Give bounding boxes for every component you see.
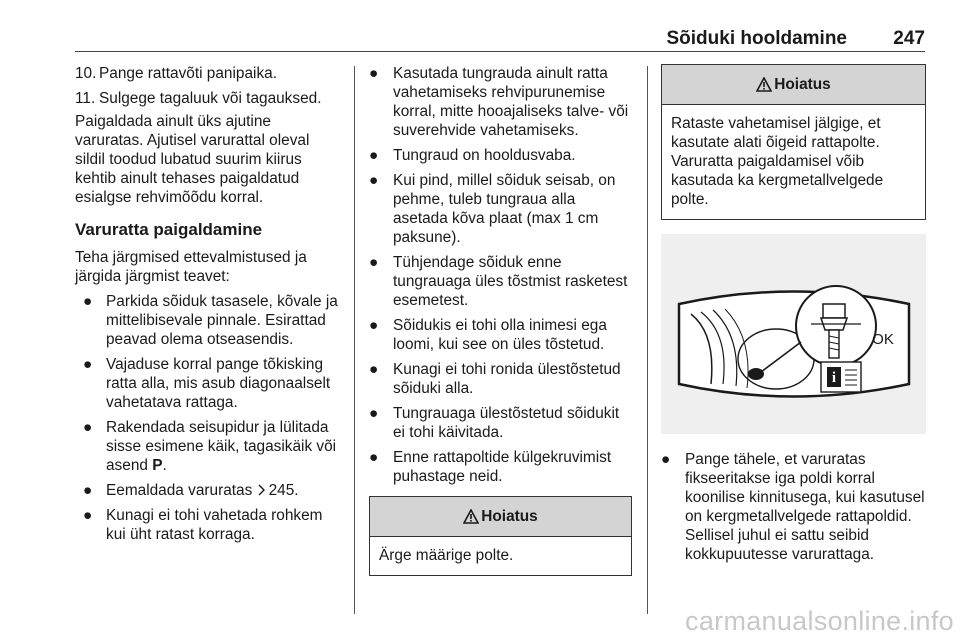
intro-text: Teha järgmised ettevalmistused ja järgida järgmist teavet: xyxy=(75,249,307,285)
list-item: ● Vajaduse korral pange tõkisking ratta alla, mis asub diagonaalselt vahetatava rattaga. xyxy=(83,356,331,411)
section-title: Sõiduki hooldamine xyxy=(666,28,847,49)
warning-text: Rataste vahetamisel jälgige, et kasutate alati õigeid rattapolte. Varuratta paigaldamisel võib kasutada ka kergmetallvelgede polte. xyxy=(671,115,884,208)
list-item: ● Tungraud on hooldusvaba. xyxy=(369,147,576,164)
watermark: carmanualsonline.info xyxy=(685,606,954,636)
list-item: ● Enne rattapoltide külgekruvimist puhastage neid. xyxy=(369,449,612,485)
warning-box xyxy=(661,64,926,220)
warning-title: Hoiatus xyxy=(481,508,538,525)
column-right xyxy=(661,64,926,570)
list-item: ● Kasutada tungrauda ainult ratta vahetamiseks rehvipurunemise korral, mitte hooajaliseks talve- või suverehvide vahetamiseks. xyxy=(369,65,629,139)
warning-box xyxy=(369,496,632,576)
list-item: ● Kui pind, millel sõiduk seisab, on pehme, tuleb tungraua alla asetada kõva plaat (max 1 cm paksune). xyxy=(369,172,616,246)
spare-wheel-note: Paigaldada ainult üks ajutine varuratas. Ajutisel varurattal oleval sildil toodud lubatud suurim kiirus kehtib ainult tehases paigaldatud esialgse rehvimõõdu korral. xyxy=(75,113,310,206)
page-header xyxy=(75,22,925,52)
page-number: 247 xyxy=(893,28,925,49)
warning-header xyxy=(370,497,631,537)
ok-label: OK xyxy=(872,331,894,348)
column-divider xyxy=(647,66,648,614)
warning-triangle-icon xyxy=(463,509,479,524)
list-item: ● Rakendada seisupidur ja lülitada sisse esimene käik, tagasikäik või asend P. xyxy=(83,419,337,474)
list-item: ● Kunagi ei tohi vahetada rohkem kui üht ratast korraga. xyxy=(83,507,323,543)
step-10: 10. Pange rattavõti panipaika. xyxy=(75,65,277,82)
column-divider xyxy=(354,66,355,614)
warning-text: Ärge määrige polte. xyxy=(379,547,514,564)
svg-text:i: i xyxy=(831,370,837,386)
warning-triangle-icon xyxy=(756,77,772,92)
wheel-bolt-illustration xyxy=(661,234,926,434)
list-item: ● Eemaldada varuratas 245. xyxy=(83,482,299,499)
list-item: ● Sõidukis ei tohi olla inimesi ega loomi, kui see on üles tõstetud. xyxy=(369,317,607,353)
page-ref-arrow-icon xyxy=(257,484,266,496)
section-heading: Varuratta paigaldamine xyxy=(75,220,263,239)
list-item: ● Parkida sõiduk tasasele, kõvale ja mittelibisevale pinnale. Esirattad peavad olema otseasendis. xyxy=(83,293,338,348)
list-item: ● Tungrauaga ülestõstetud sõidukit ei tohi käivitada. xyxy=(369,405,620,441)
warning-title: Hoiatus xyxy=(774,76,831,93)
page-ref-link[interactable]: 245. xyxy=(257,482,299,499)
list-item: ● Kunagi ei tohi ronida ülestõstetud sõiduki alla. xyxy=(369,361,621,397)
gear-p: P xyxy=(152,457,163,474)
warning-header xyxy=(662,65,925,105)
list-item: ● Tühjendage sõiduk enne tungrauaga üles tõstmist rasketest esemetest. xyxy=(369,254,628,309)
list-item: ● Pange tähele, et varuratas fikseeritakse iga poldi korral koonilise kinnitusega, kui kasutusel on kergmetallvelgede rattapoldid. Sellisel juhul ei sattu seibid kokkupuutesse varurattaga. xyxy=(661,451,925,563)
step-11: 11. Sulgege tagaluuk või tagauksed. xyxy=(75,90,322,107)
column-middle xyxy=(369,64,632,576)
wheel-bolt-drawing xyxy=(661,234,926,434)
column-left xyxy=(75,64,343,550)
